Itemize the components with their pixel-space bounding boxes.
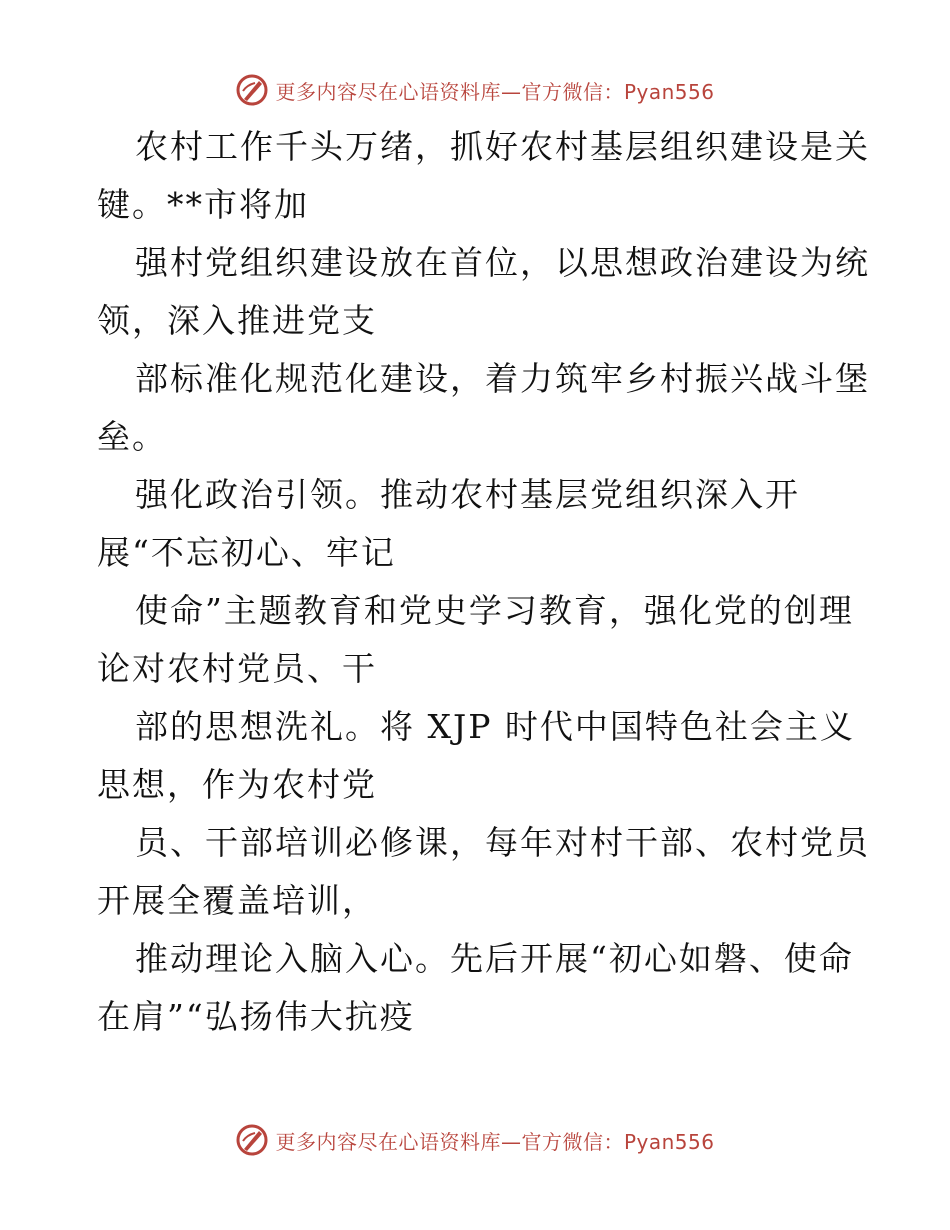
paragraph-2	[97, 234, 870, 350]
quill-logo-icon	[235, 1123, 269, 1157]
text-line: 农村工作千头万绪，抓好农村基层组织建设是关	[135, 127, 870, 166]
header-banner-text: 更多内容尽在心语资料库—官方微信：Pyan556	[275, 79, 715, 104]
text-line: 部的思想洗礼。将 XJP 时代中国特色社会主义	[135, 707, 855, 746]
text-line: 使命”主题教育和党史学习教育，强化党的创理	[135, 591, 854, 630]
paragraph-7	[97, 814, 870, 930]
footer-banner-text: 更多内容尽在心语资料库—官方微信：Pyan556	[275, 1129, 715, 1154]
header-banner	[0, 70, 950, 110]
text-line: 部标准化规范化建设，着力筑牢乡村振兴战斗堡	[135, 359, 870, 398]
text-line: 开展全覆盖培训，	[97, 881, 377, 920]
text-line: 推动理论入脑入心。先后开展“初心如磐、使命	[135, 939, 854, 978]
paragraph-5	[97, 582, 857, 698]
text-line: 键。**市将加	[97, 185, 309, 224]
paragraph-8	[97, 930, 857, 1046]
text-line: 员、干部培训必修课，每年对村干部、农村党员	[135, 823, 870, 862]
paragraph-6	[97, 698, 857, 814]
quill-logo-icon	[235, 73, 269, 107]
text-line: 垒。	[97, 417, 167, 456]
text-line: 强村党组织建设放在首位，以思想政治建设为统	[135, 243, 870, 282]
text-line: 展“不忘初心、牢记	[97, 533, 396, 572]
paragraph-4	[97, 466, 857, 582]
paragraph-3	[97, 350, 870, 466]
text-line: 领，深入推进党支	[97, 301, 377, 340]
text-line: 思想，作为农村党	[97, 765, 377, 804]
footer-banner	[0, 1120, 950, 1160]
text-line: 强化政治引领。推动农村基层党组织深入开	[135, 475, 800, 514]
document-body	[97, 118, 870, 1046]
paragraph-1	[97, 118, 870, 234]
text-line: 在肩”“弘扬伟大抗疫	[97, 997, 415, 1036]
text-line: 论对农村党员、干	[97, 649, 377, 688]
